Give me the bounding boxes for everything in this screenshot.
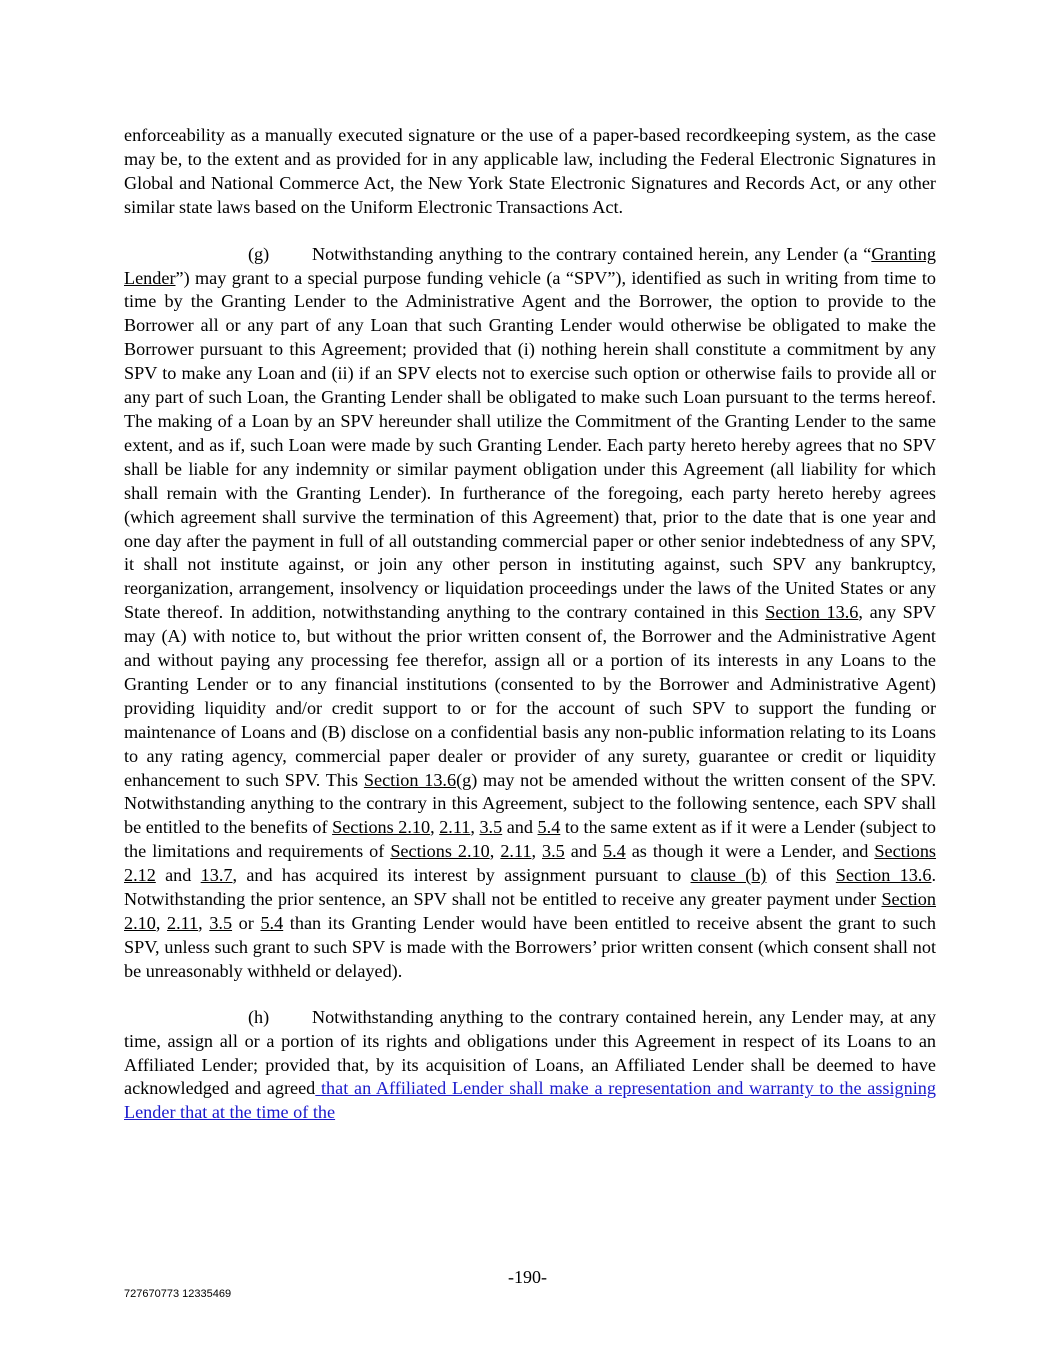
- text-run: or: [232, 913, 261, 933]
- text-run: ,: [531, 841, 543, 862]
- defined-term-granting-lender: Granting Lender: [124, 243, 936, 288]
- text-run: of this: [766, 865, 836, 886]
- document-id: 727670773 12335469: [124, 1288, 232, 1300]
- text-run: Notwithstanding anything to the contrary contained herein, any Lender (a “: [312, 243, 872, 264]
- text-run: ”) may grant to a special purpose funding vehicle (a “SPV”), identified as such in writing from time to time by the Granting Lender to the Administrative Agent and the Borrower, the option to provide to the Borrower all or any part of any Loan that such Granting Lender would otherwise be obligated to make the Borrower pursuant to this Agreement; provided that (i) nothing herein shall constitute a commitment by any SPV to make any Loan and (ii) if an SPV elects not to exercise such option or otherwise fails to provide all or any part of such Loan, the Granting Lender shall be obligated to make such Loan pursuant to the terms hereof. The making of a Loan by an SPV hereunder shall utilize the Commitment of the Granting Lender to the same extent, and as if, such Loan were made by such Granting Lender. Each party hereto hereby agrees that no SPV shall be liable for any indemnity or similar payment obligation under this Agreement (all liability for which shall remain with the Granting Lender). In furtherance of the foregoing, each party hereto hereby agrees (which agreement shall survive the termination of this Agreement) that, prior to the date that is one year and one day after the payment in full of all outstanding commercial paper or other senior indebtedness of any SPV, it shall not institute against, or join any other person in instituting against, such SPV any bankruptcy, reorganization, arrangement, insolvency or liquidation proceedings under the laws of the United States or any State thereof. In addition, notwithstanding anything to the contrary contained in this: [124, 267, 936, 623]
- text-run: . Notwithstanding the prior sentence, an SPV shall not be entitled to receive any greater payment under: [124, 865, 936, 910]
- cross-reference: 3.5: [209, 913, 233, 933]
- cross-reference: 5.4: [537, 817, 561, 838]
- text-run: ,: [470, 817, 480, 838]
- text-run: and: [564, 841, 603, 862]
- paragraph-f-continuation: enforceability as a manually executed signature or the use of a paper-based recordkeeping system, as the case may be, to the extent and as provided for in any applicable law, including the Federal Electronic Signatures in Global and National Commerce Act, the New York State Electronic Signatures and Records Act, or any other similar state laws based on the Uniform Electronic Transactions Act.: [124, 125, 936, 217]
- cross-reference: 2.11: [500, 841, 532, 862]
- text-run: ,: [489, 841, 501, 862]
- text-run: , any SPV may (A) with notice to, but without the prior written consent of, the Borrower and the Administrative Agent and without paying any processing fee therefor, assign all or a portion of its interests in any Loans to the Granting Lender or to any financial institutions (consented to by the Borrower and Administrative Agent) providing liquidity and/or credit support to or for the account of such SPV to support the funding or maintenance of Loans and (B) disclose on a confidential basis any non-public information relating to its Loans to any rating agency, commercial paper dealer or provider of any surety, guarantee or credit or liquidity enhancement to such SPV. This: [124, 602, 936, 790]
- cross-reference: Sections 2.10: [332, 817, 431, 838]
- paragraph-g: [124, 243, 936, 984]
- cross-reference: 3.5: [479, 817, 503, 838]
- paragraph-spacer: [124, 220, 936, 243]
- text-run: ,: [198, 913, 210, 933]
- paragraph-h-text: Notwithstanding anything to the contrary contained herein, any Lender may, at any time, assign all or a portion of its rights and obligations under this Agreement in respect of its Loans to an Affiliated Lender; provided that, by its acquisition of Loans, an Affiliated Lender shall be deemed to have acknowledged and agreed: [124, 1006, 936, 1099]
- page-number: -190-: [508, 1267, 547, 1287]
- text-run: ,: [430, 817, 440, 838]
- text-run: ,: [155, 913, 167, 933]
- text-run: than its Granting Lender would have been entitled to receive absent the grant to such SPV, unless such grant to such SPV is made with the Borrowers’ prior written consent (which consent shall not be unreasonably withheld or delayed).: [124, 913, 936, 981]
- cross-reference: 13.7: [200, 865, 233, 886]
- text-run: and: [155, 865, 201, 886]
- cross-reference: clause (b): [690, 865, 767, 886]
- text-run: , and has acquired its interest by assignment pursuant to: [232, 865, 691, 886]
- cross-reference: Sections 2.12: [124, 841, 937, 886]
- cross-reference: Section 13.6: [765, 602, 859, 623]
- text-run: and: [502, 817, 538, 838]
- paragraph-spacer: [124, 984, 936, 1006]
- cross-reference: Section 2.10: [124, 889, 936, 933]
- text-run: as though it were a Lender, and: [625, 841, 875, 862]
- text-run: to the same extent as if it were a Lender (subject to the limitations and requirements of: [124, 817, 937, 862]
- cross-reference: 2.11: [167, 913, 199, 933]
- cross-reference: Sections 2.10: [390, 841, 490, 862]
- cross-reference: 5.4: [602, 841, 626, 862]
- cross-reference: 2.11: [439, 817, 471, 838]
- cross-reference: Section 13.6: [363, 769, 457, 790]
- text-run: (g) may not be amended without the written consent of the SPV. Notwithstanding anything to the contrary in this Agreement, subject to the following sentence, each SPV shall be entitled to the benefits of: [124, 769, 937, 838]
- document-body: [124, 124, 936, 1125]
- cross-reference: 3.5: [542, 841, 565, 862]
- cross-reference: Section 13.6: [835, 865, 932, 886]
- cross-reference: 5.4: [260, 913, 284, 933]
- paragraph-g-label: (g): [248, 243, 270, 264]
- paragraph-h-label: (h): [248, 1006, 270, 1027]
- inserted-revision-text: that an Affiliated Lender shall make a representation and warranty to the assigning Lender that at the time of the: [124, 1078, 936, 1123]
- paragraph-h: [124, 1006, 936, 1126]
